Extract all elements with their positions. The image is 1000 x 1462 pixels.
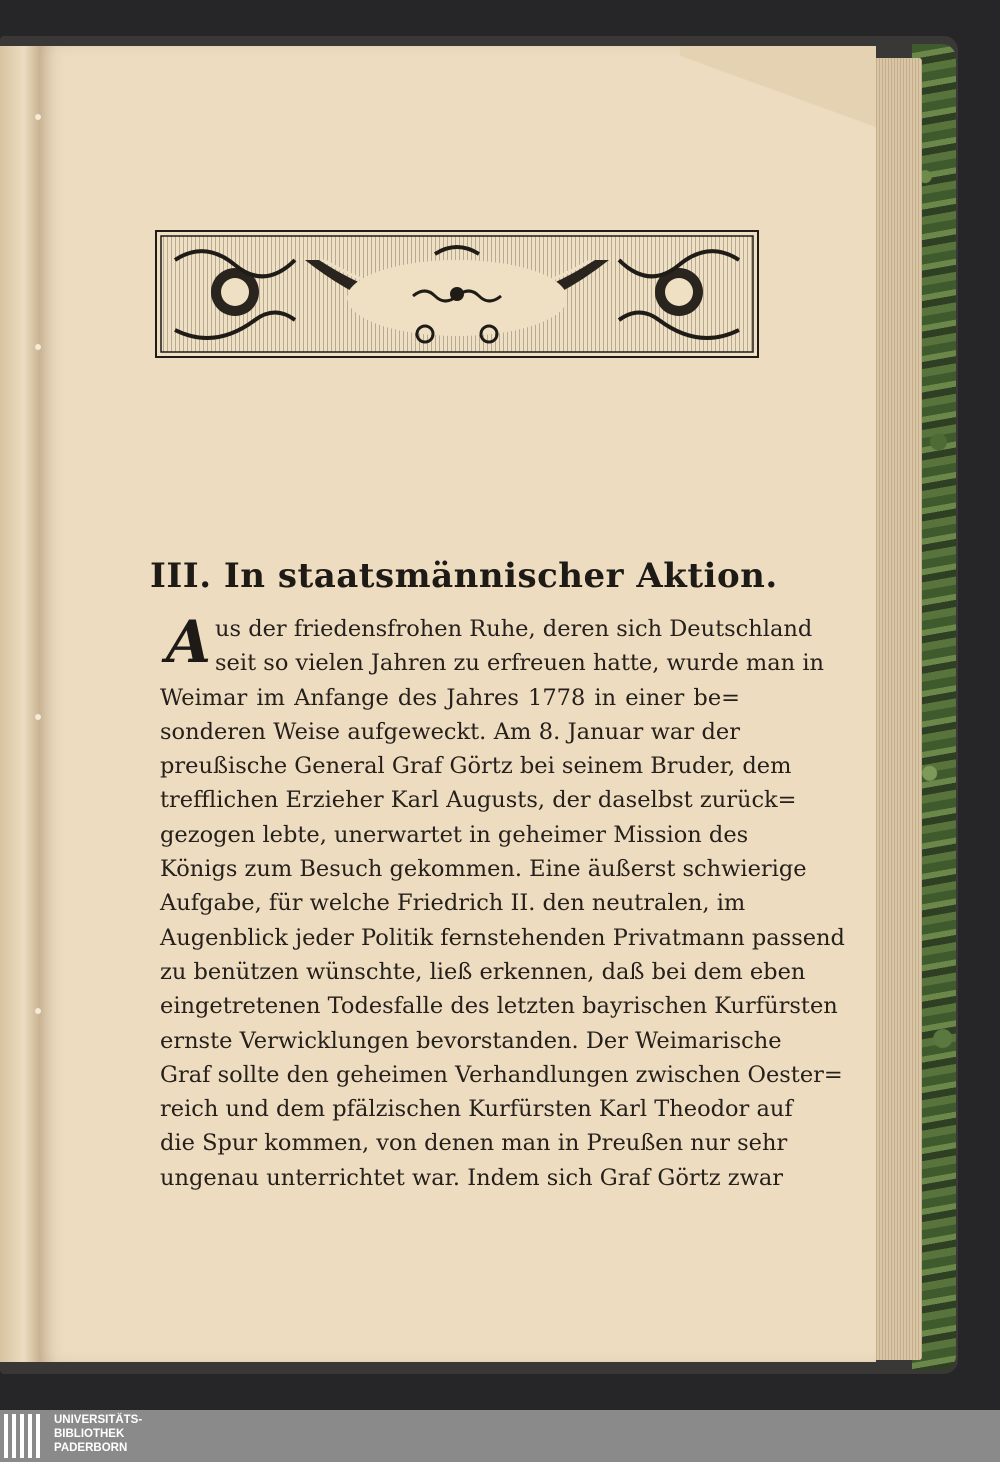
text-line: Graf sollte den geheimen Verhandlungen zwischen Oester= bbox=[160, 1061, 843, 1088]
library-line: UNIVERSITÄTS- bbox=[54, 1414, 143, 1426]
text-line: gezogen lebte, unerwartet in geheimer Mission des bbox=[160, 821, 749, 848]
ornament-headpiece bbox=[155, 230, 759, 358]
library-logo-icon bbox=[4, 1414, 46, 1458]
text-line: trefflichen Erzieher Karl Augusts, der daselbst zurück= bbox=[160, 787, 797, 814]
binding-stitch bbox=[35, 344, 41, 350]
text-line: seit so vielen Jahren zu erfreuen hatte, wurde man in bbox=[215, 650, 825, 677]
page-fold bbox=[680, 46, 876, 142]
library-name bbox=[54, 1413, 142, 1455]
text-line: reich und dem pfälzischen Kurfürsten Karl Theodor auf bbox=[160, 1096, 793, 1123]
binding-stitch bbox=[35, 1008, 41, 1014]
text-line: us der friedensfrohen Ruhe, deren sich Deutschland bbox=[215, 616, 813, 642]
body-text bbox=[160, 608, 845, 1195]
text-line: eingetretenen Todesfalle des letzten bayrischen Kurfürsten bbox=[160, 993, 838, 1020]
library-line: PADERBORN bbox=[54, 1442, 128, 1454]
library-footer bbox=[0, 1410, 1000, 1462]
text-line: ernste Verwicklungen bevorstanden. Der Weimarische bbox=[160, 1027, 782, 1054]
chapter-title: III. In staatsmännischer Aktion. bbox=[150, 556, 778, 596]
text-line: Königs zum Besuch gekommen. Eine äußerst schwierige bbox=[160, 856, 807, 883]
text-line: Aufgabe, für welche Friedrich II. den neutralen, im bbox=[160, 890, 746, 917]
text-line: zu benützen wünschte, ließ erkennen, daß bei dem eben bbox=[160, 958, 806, 985]
text-line: Augenblick jeder Politik fernstehenden Privatmann passend bbox=[160, 924, 845, 951]
library-line: BIBLIOTHEK bbox=[54, 1428, 125, 1440]
left-page-edge bbox=[0, 46, 40, 1362]
binding-stitch bbox=[35, 114, 41, 120]
text-line: sonderen Weise aufgeweckt. Am 8. Januar war der bbox=[160, 718, 740, 745]
page-stack bbox=[868, 58, 922, 1360]
drop-cap: A bbox=[166, 608, 212, 676]
binding-stitch bbox=[35, 714, 41, 720]
text-line: preußische General Graf Görtz bei seinem Bruder, dem bbox=[160, 753, 792, 780]
text-line: Weimar im Anfange des Jahres 1778 in einer be= bbox=[160, 684, 740, 711]
text-line: die Spur kommen, von denen man in Preußen nur sehr bbox=[160, 1130, 788, 1157]
text-line: ungenau unterrichtet war. Indem sich Graf Görtz zwar bbox=[160, 1164, 784, 1191]
